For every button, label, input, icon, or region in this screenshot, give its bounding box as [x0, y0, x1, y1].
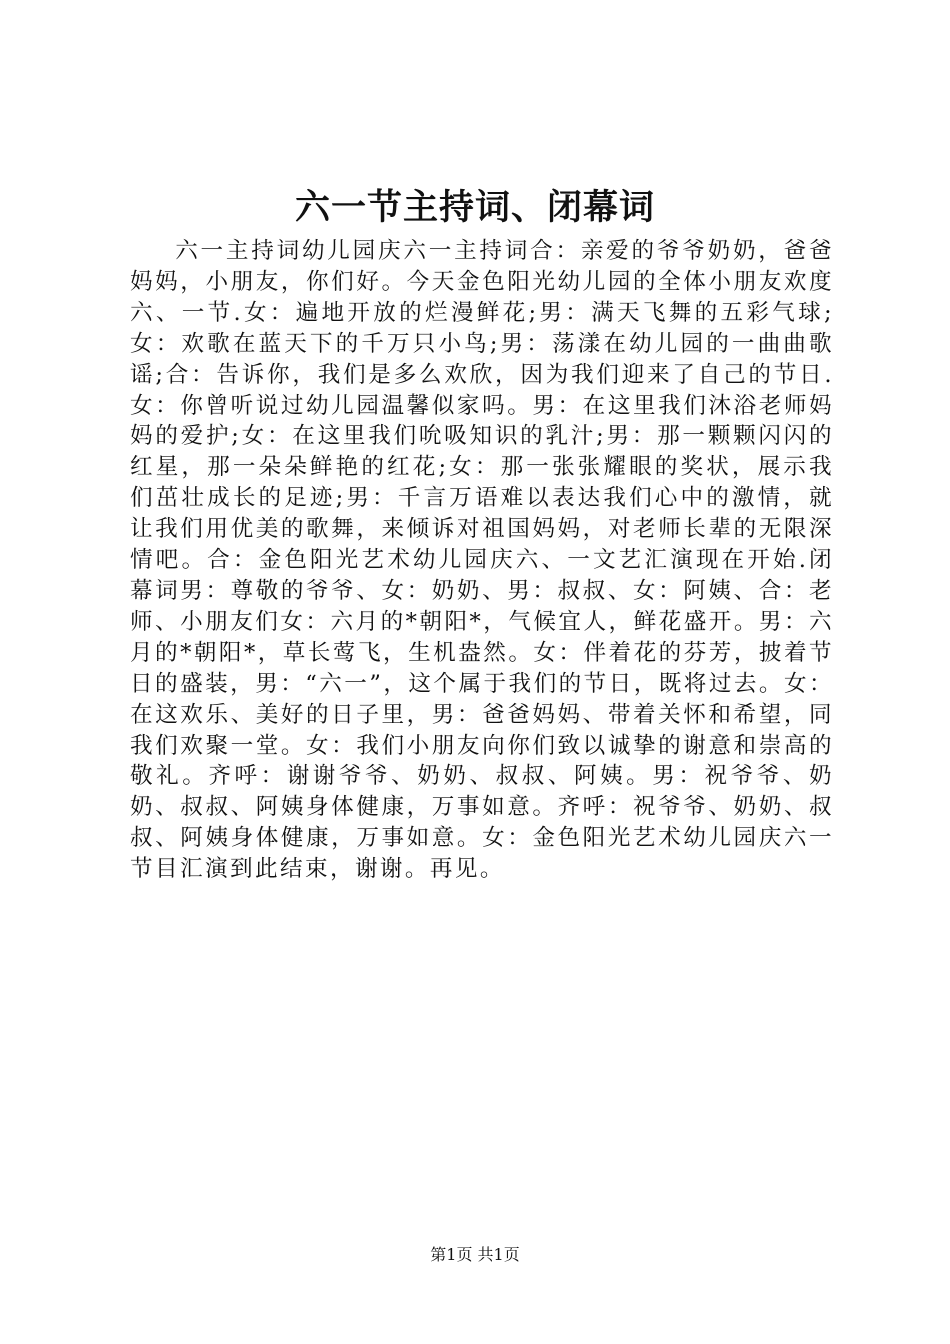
page-number-footer: 第1页 共1页	[430, 1245, 520, 1264]
document-body-paragraph: 六一主持词幼儿园庆六一主持词合：亲爱的爷爷奶奶，爸爸妈妈，小朋友，你们好。今天金色阳光幼儿园的全体小朋友欢度六、一节.女：遍地开放的烂漫鲜花;男：满天飞舞的五彩气球;女：欢歌在蓝天下的千万只小鸟;男：荡漾在幼儿园的一曲曲歌谣;合：告诉你，我们是多么欢欣，因为我们迎来了自己的节日.女：你曾听说过幼儿园温馨似家吗。男：在这里我们沐浴老师妈妈的爱护;女：在这里我们吮吸知识的乳汁;男：那一颗颗闪闪的红星，那一朵朵鲜艳的红花;女：那一张张耀眼的奖状，展示我们茁壮成长的足迹;男：千言万语难以表达我们心中的激情，就让我们用优美的歌舞，来倾诉对祖国妈妈，对老师长辈的无限深情吧。合：金色阳光艺术幼儿园庆六、一文艺汇演现在开始.闭幕词男：尊敬的爷爷、女：奶奶、男：叔叔、女：阿姨、合：老师、小朋友们女：六月的*朝阳*，气候宜人，鲜花盛开。男：六月的*朝阳*，草长莺飞，生机盎然。女：伴着花的芬芳，披着节日的盛装，男：“六一”，这个属于我们的节日，既将过去。女：在这欢乐、美好的日子里，男：爸爸妈妈、带着关怀和希望，同我们欢聚一堂。女：我们小朋友向你们致以诚挚的谢意和崇高的敬礼。齐呼：谢谢爷爷、奶奶、叔叔、阿姨。男：祝爷爷、奶奶、叔叔、阿姨身体健康，万事如意。齐呼：祝爷爷、奶奶、叔叔、阿姨身体健康，万事如意。女：金色阳光艺术幼儿园庆六一节目汇演到此结束，谢谢。再见。	[130, 238, 834, 883]
document-title: 六一节主持词、闭幕词	[294, 187, 655, 228]
